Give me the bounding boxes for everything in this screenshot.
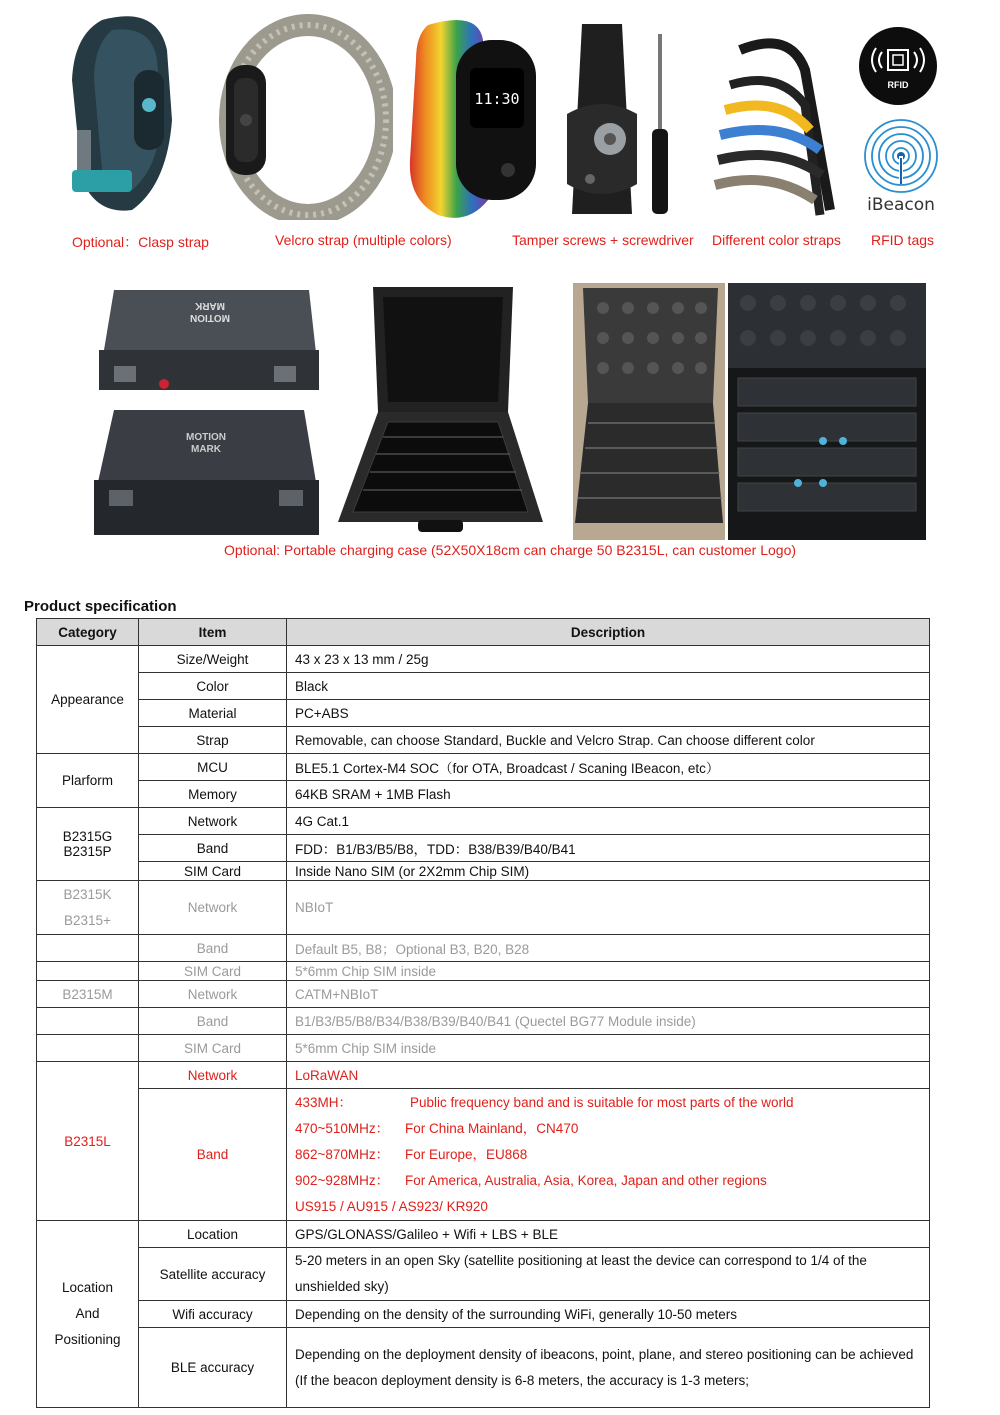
table-row bbox=[37, 1328, 930, 1408]
item-cell: Network bbox=[139, 981, 287, 1008]
description-cell: Depending on the density of the surrounding WiFi, generally 10-50 meters bbox=[287, 1301, 930, 1328]
case-logo-bottom-line1: MOTION bbox=[186, 432, 226, 443]
spec-header-row bbox=[37, 619, 930, 646]
header-item: Item bbox=[139, 619, 287, 646]
item-cell: Size/Weight bbox=[139, 646, 287, 673]
category-cell-empty bbox=[37, 935, 139, 962]
table-row bbox=[37, 935, 930, 962]
category-line: And bbox=[75, 1306, 100, 1321]
category-cell: Plarform bbox=[37, 754, 139, 808]
table-row bbox=[37, 781, 930, 808]
band-frequency: 862~870MHz： bbox=[295, 1146, 390, 1162]
table-row bbox=[37, 1008, 930, 1035]
photo-case-closed bbox=[94, 280, 324, 540]
category-cell bbox=[37, 808, 139, 881]
category-line: Location bbox=[61, 1280, 114, 1295]
photo-tamper-screws bbox=[562, 14, 692, 224]
item-cell: Satellite accuracy bbox=[139, 1248, 287, 1301]
caption-velcro-strap: Velcro strap (multiple colors) bbox=[275, 232, 452, 248]
category-cell: Appearance bbox=[37, 646, 139, 754]
case-logo-bottom-line2: MARK bbox=[191, 444, 221, 455]
description-cell: GPS/GLONASS/Galileo + Wifi + LBS + BLE bbox=[287, 1221, 930, 1248]
category-line: B2315P bbox=[63, 844, 112, 859]
item-cell: BLE accuracy bbox=[139, 1328, 287, 1408]
table-row bbox=[37, 962, 930, 981]
table-row bbox=[37, 1248, 930, 1301]
band-description: For China Mainland，CN470 bbox=[405, 1120, 579, 1136]
category-line: B2315G bbox=[62, 829, 113, 844]
category-cell-empty bbox=[37, 1035, 139, 1062]
ibeacon-label: iBeacon bbox=[867, 195, 935, 215]
description-cell: 43 x 23 x 13 mm / 25g bbox=[287, 646, 930, 673]
description-cell: Inside Nano SIM (or 2X2mm Chip SIM) bbox=[287, 862, 930, 881]
case-logo-top-line1: MOTION bbox=[190, 312, 230, 323]
item-cell: SIM Card bbox=[139, 962, 287, 981]
description-cell bbox=[287, 1089, 930, 1221]
description-cell: Black bbox=[287, 673, 930, 700]
band-line bbox=[295, 1116, 921, 1142]
item-cell: Band bbox=[139, 935, 287, 962]
band-description: For Europe，EU868 bbox=[405, 1146, 528, 1162]
item-cell: SIM Card bbox=[139, 1035, 287, 1062]
item-cell: Wifi accuracy bbox=[139, 1301, 287, 1328]
category-cell-empty bbox=[37, 962, 139, 981]
item-cell: SIM Card bbox=[139, 862, 287, 881]
item-cell: Band bbox=[139, 1089, 287, 1221]
item-cell: Band bbox=[139, 835, 287, 862]
photo-velcro-strap bbox=[208, 10, 393, 220]
description-cell: 5*6mm Chip SIM inside bbox=[287, 1035, 930, 1062]
photo-case-open bbox=[328, 282, 553, 542]
description-cell: FDD：B1/B3/B5/B8，TDD：B38/B39/B40/B41 bbox=[287, 835, 930, 862]
case-logo-top-line2: MARK bbox=[195, 300, 225, 311]
table-row bbox=[37, 835, 930, 862]
item-cell: Memory bbox=[139, 781, 287, 808]
item-cell: MCU bbox=[139, 754, 287, 781]
item-cell: Network bbox=[139, 1062, 287, 1089]
band-frequency: 433MH： bbox=[295, 1094, 353, 1110]
item-cell: Network bbox=[139, 808, 287, 835]
description-cell bbox=[287, 1328, 930, 1408]
header-description: Description bbox=[287, 619, 930, 646]
description-cell: Default B5, B8；Optional B3, B20, B28 bbox=[287, 935, 930, 962]
table-row bbox=[37, 754, 930, 781]
photo-ibeacon-tag bbox=[860, 118, 942, 216]
item-cell: Location bbox=[139, 1221, 287, 1248]
category-cell: B2315L bbox=[37, 1062, 139, 1221]
rfid-label: RFID bbox=[887, 80, 909, 90]
table-row bbox=[37, 673, 930, 700]
table-row bbox=[37, 727, 930, 754]
band-line: US915 / AU915 / AS923/ KR920 bbox=[295, 1198, 488, 1214]
category-line: B2315+ bbox=[64, 912, 111, 928]
category-line: Positioning bbox=[54, 1332, 121, 1347]
category-cell: B2315M bbox=[37, 981, 139, 1008]
description-cell: CATM+NBIoT bbox=[287, 981, 930, 1008]
photo-case-open-real-2 bbox=[728, 283, 926, 540]
category-cell bbox=[37, 1221, 139, 1408]
photo-rainbow-strap bbox=[398, 10, 543, 230]
band-frequency: 470~510MHz： bbox=[295, 1120, 390, 1136]
description-cell: PC+ABS bbox=[287, 700, 930, 727]
item-cell: Material bbox=[139, 700, 287, 727]
description-cell: NBIoT bbox=[287, 881, 930, 935]
table-row bbox=[37, 700, 930, 727]
item-cell: Network bbox=[139, 881, 287, 935]
item-cell: Band bbox=[139, 1008, 287, 1035]
band-line bbox=[295, 1090, 921, 1116]
photo-rfid-tag bbox=[858, 26, 938, 106]
band-description: Public frequency band and is suitable for most parts of the world bbox=[410, 1094, 794, 1110]
table-row bbox=[37, 1301, 930, 1328]
description-cell: 4G Cat.1 bbox=[287, 808, 930, 835]
item-cell: Color bbox=[139, 673, 287, 700]
caption-clasp-strap: Optional：Clasp strap bbox=[72, 234, 209, 250]
photo-color-straps bbox=[710, 30, 835, 225]
description-cell: 64KB SRAM + 1MB Flash bbox=[287, 781, 930, 808]
description-cell: 5*6mm Chip SIM inside bbox=[287, 962, 930, 981]
table-row bbox=[37, 1062, 930, 1089]
table-row bbox=[37, 646, 930, 673]
description-cell: BLE5.1 Cortex-M4 SOC（for OTA, Broadcast / Scaning IBeacon, etc） bbox=[287, 754, 930, 781]
description-cell: Removable, can choose Standard, Buckle and Velcro Strap. Can choose different color bbox=[287, 727, 930, 754]
category-cell-empty bbox=[37, 1008, 139, 1035]
description-cell: LoRaWAN bbox=[287, 1062, 930, 1089]
band-description: For America, Australia, Asia, Korea, Japan and other regions bbox=[405, 1172, 767, 1188]
table-row bbox=[37, 881, 930, 935]
photo-case-open-real-1 bbox=[573, 283, 725, 540]
category-line: B2315K bbox=[63, 886, 112, 902]
band-frequency: 902~928MHz： bbox=[295, 1172, 390, 1188]
caption-rfid-tags: RFID tags bbox=[871, 232, 935, 248]
table-row bbox=[37, 1089, 930, 1221]
item-cell: Strap bbox=[139, 727, 287, 754]
table-row bbox=[37, 1035, 930, 1062]
table-row bbox=[37, 808, 930, 835]
caption-charging-case: Optional: Portable charging case (52X50X18cm can charge 50 B2315L, can customer Logo) bbox=[224, 542, 797, 558]
description-line: (If the beacon deployment density is 6-8 meters, the accuracy is 1-3 meters; bbox=[295, 1372, 749, 1388]
caption-tamper-screws: Tamper screws + screwdriver bbox=[512, 232, 694, 248]
band-line bbox=[295, 1142, 921, 1168]
band-line bbox=[295, 1168, 921, 1194]
caption-color-straps: Different color straps bbox=[712, 232, 841, 248]
description-cell: B1/B3/B5/B8/B34/B38/B39/B40/B41 (Quectel BG77 Module inside) bbox=[287, 1008, 930, 1035]
watch-time-text: 11:30 bbox=[474, 90, 520, 108]
spec-title: Product specification bbox=[24, 598, 177, 615]
category-cell bbox=[37, 881, 139, 935]
table-row bbox=[37, 862, 930, 881]
description-line: Depending on the deployment density of ibeacons, point, plane, and stereo positioning can be achieved bbox=[295, 1346, 914, 1362]
description-cell: 5-20 meters in an open Sky (satellite positioning at least the device can correspond to 1/4 of the unshielded sky) bbox=[287, 1248, 930, 1301]
spec-table bbox=[36, 618, 930, 1408]
table-row bbox=[37, 981, 930, 1008]
table-row bbox=[37, 1221, 930, 1248]
header-category: Category bbox=[37, 619, 139, 646]
photo-clasp-strap bbox=[62, 10, 182, 220]
